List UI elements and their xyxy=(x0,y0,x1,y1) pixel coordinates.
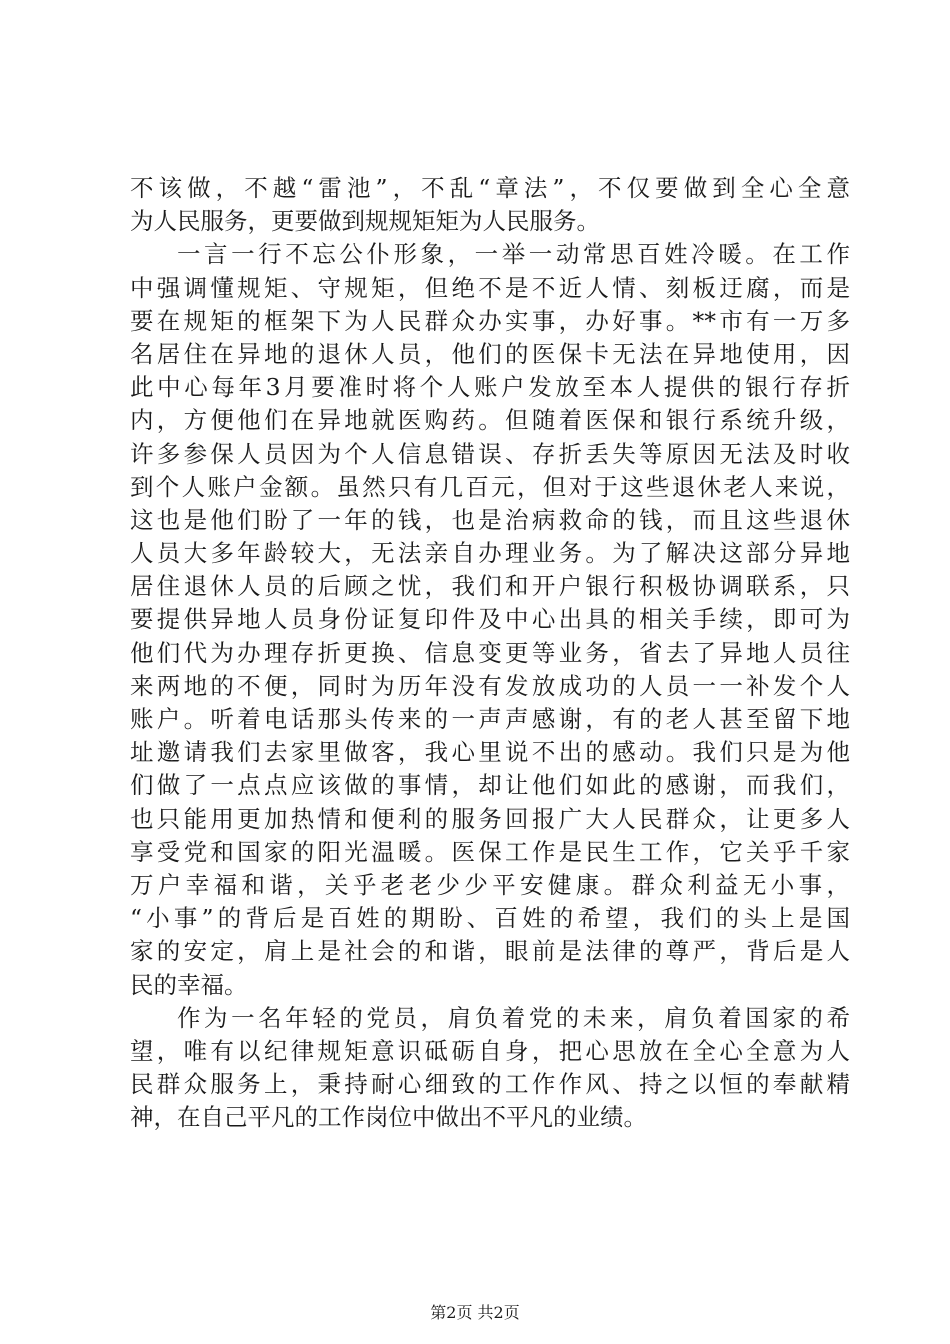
text-line: 名居住在异地的退休人员，他们的医保卡无法在异地使用，因 xyxy=(130,339,850,368)
text-line: 要提供异地人员身份证复印件及中心出具的相关手续，即可为 xyxy=(130,605,850,634)
text-line: 人员大多年龄较大，无法亲自办理业务。为了解决这部分异地 xyxy=(130,539,850,568)
text-line: 享受党和国家的阳光温暖。医保工作是民生工作，它关乎千家 xyxy=(130,837,850,866)
text-line: 家的安定，肩上是社会的和谐，眼前是法律的尊严，背后是人 xyxy=(130,937,850,966)
text-line: 要在规矩的框架下为人民群众办实事，办好事。**市有一万多 xyxy=(130,306,850,335)
text-line: 他们代为办理存折更换、信息变更等业务，省去了异地人员往 xyxy=(130,638,850,667)
text-line: 神，在自己平凡的工作岗位中做出不平凡的业绩。 xyxy=(130,1103,647,1132)
text-line: 一言一行不忘公仆形象，一举一动常思百姓冷暖。在工作 xyxy=(177,240,850,269)
text-line: 望，唯有以纪律规矩意识砥砺自身，把心思放在全心全意为人 xyxy=(130,1036,850,1065)
text-line: 居住退休人员的后顾之忧，我们和开户银行积极协调联系，只 xyxy=(130,572,850,601)
text-line: 内，方便他们在异地就医购药。但随着医保和银行系统升级， xyxy=(130,406,850,435)
text-line: 到个人账户金额。虽然只有几百元，但对于这些退休老人来说， xyxy=(130,472,850,501)
text-line: 不该做，不越“雷池”，不乱“章法”，不仅要做到全心全意 xyxy=(130,174,850,202)
document-body xyxy=(130,172,850,1134)
text-line: 许多参保人员因为个人信息错误、存折丢失等原因无法及时收 xyxy=(130,439,850,468)
text-line: 此中心每年3月要准时将个人账户发放至本人提供的银行存折 xyxy=(130,373,850,402)
text-line: 来两地的不便，同时为历年没有发放成功的人员一一补发个人 xyxy=(130,671,850,700)
text-line: 们做了一点点应该做的事情，却让他们如此的感谢，而我们， xyxy=(130,771,850,800)
text-line: 作为一名年轻的党员，肩负着党的未来，肩负着国家的希 xyxy=(177,1003,850,1032)
text-line: 账户。听着电话那头传来的一声声感谢，有的老人甚至留下地 xyxy=(130,705,850,733)
page-number-footer: 第2页 共2页 xyxy=(430,1303,520,1322)
text-line: 民群众服务上，秉持耐心细致的工作作风、持之以恒的奉献精 xyxy=(130,1070,850,1099)
text-line: 万户幸福和谐，关乎老老少少平安健康。群众利益无小事， xyxy=(130,870,850,899)
text-line: 民的幸福。 xyxy=(130,970,248,999)
text-line: “小事”的背后是百姓的期盼、百姓的希望，我们的头上是国 xyxy=(130,904,850,933)
paragraph-2 xyxy=(130,238,850,1001)
text-line: 为人民服务，更要做到规规矩矩为人民服务。 xyxy=(130,207,600,236)
text-line: 这也是他们盼了一年的钱，也是治病救命的钱，而且这些退休 xyxy=(130,505,850,534)
paragraph-1 xyxy=(130,172,850,238)
text-line: 址邀请我们去家里做客，我心里说不出的感动。我们只是为他 xyxy=(130,738,850,767)
paragraph-3 xyxy=(130,1002,850,1135)
text-line: 中强调懂规矩、守规矩，但绝不是不近人情、刻板迂腐，而是 xyxy=(130,273,850,302)
text-line: 也只能用更加热情和便利的服务回报广大人民群众，让更多人 xyxy=(130,804,850,833)
